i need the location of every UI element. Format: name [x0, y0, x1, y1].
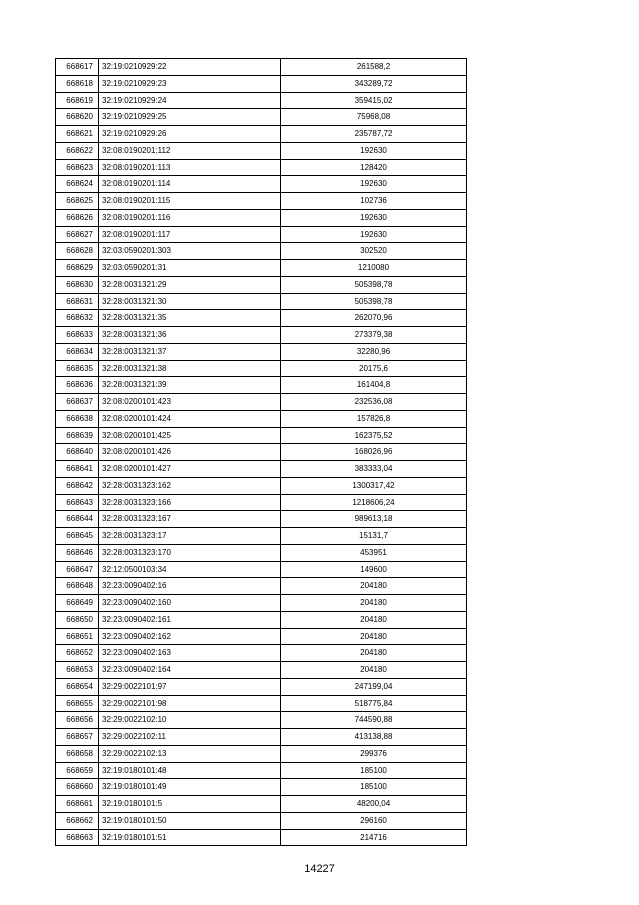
- cadastral-number-cell: 32:08:0200101:427: [99, 461, 281, 478]
- cadastral-number-cell: 32:19:0210929:24: [99, 92, 281, 109]
- table-row: [56, 628, 467, 645]
- cadastral-number-cell: 32:08:0200101:423: [99, 394, 281, 411]
- table-row: [56, 159, 467, 176]
- cadastral-value-cell: 232536,08: [281, 394, 467, 411]
- table-row: [56, 209, 467, 226]
- cadastral-number-cell: 32:28:0031321:37: [99, 343, 281, 360]
- cadastral-number-cell: 32:28:0031321:36: [99, 327, 281, 344]
- cadastral-value-cell: 15131,7: [281, 528, 467, 545]
- cadastral-value-cell: 204180: [281, 611, 467, 628]
- table-body: [56, 59, 467, 846]
- cadastral-value-cell: 262070,96: [281, 310, 467, 327]
- record-id-cell: 668632: [56, 310, 99, 327]
- cadastral-number-cell: 32:23:0090402:16: [99, 578, 281, 595]
- cadastral-value-cell: 192630: [281, 226, 467, 243]
- table-row: [56, 276, 467, 293]
- table-row: [56, 427, 467, 444]
- table-row: [56, 126, 467, 143]
- record-id-cell: 668620: [56, 109, 99, 126]
- cadastral-value-cell: 518775,84: [281, 695, 467, 712]
- record-id-cell: 668646: [56, 544, 99, 561]
- cadastral-value-cell: 162375,52: [281, 427, 467, 444]
- cadastral-number-cell: 32:08:0190201:115: [99, 193, 281, 210]
- record-id-cell: 668642: [56, 477, 99, 494]
- table-row: [56, 394, 467, 411]
- cadastral-value-cell: 413138,88: [281, 729, 467, 746]
- cadastral-value-cell: 989613,18: [281, 511, 467, 528]
- record-id-cell: 668623: [56, 159, 99, 176]
- table-row: [56, 779, 467, 796]
- record-id-cell: 668660: [56, 779, 99, 796]
- cadastral-value-cell: 299376: [281, 745, 467, 762]
- table-row: [56, 109, 467, 126]
- record-id-cell: 668618: [56, 75, 99, 92]
- record-id-cell: 668619: [56, 92, 99, 109]
- cadastral-value-cell: 128420: [281, 159, 467, 176]
- cadastral-value-cell: 359415,02: [281, 92, 467, 109]
- cadastral-number-cell: 32:28:0031323:166: [99, 494, 281, 511]
- cadastral-number-cell: 32:28:0031321:35: [99, 310, 281, 327]
- record-id-cell: 668656: [56, 712, 99, 729]
- record-id-cell: 668659: [56, 762, 99, 779]
- table-row: [56, 544, 467, 561]
- record-id-cell: 668651: [56, 628, 99, 645]
- table-row: [56, 243, 467, 260]
- cadastral-number-cell: 32:23:0090402:161: [99, 611, 281, 628]
- table-row: [56, 327, 467, 344]
- cadastral-value-cell: 744590,88: [281, 712, 467, 729]
- table-row: [56, 310, 467, 327]
- cadastral-value-cell: 149600: [281, 561, 467, 578]
- cadastral-number-cell: 32:29:0022102:11: [99, 729, 281, 746]
- cadastral-number-cell: 32:03:0590201:303: [99, 243, 281, 260]
- cadastral-number-cell: 32:19:0210929:22: [99, 59, 281, 76]
- cadastral-value-cell: 20175,6: [281, 360, 467, 377]
- cadastral-number-cell: 32:19:0210929:23: [99, 75, 281, 92]
- table-row: [56, 796, 467, 813]
- cadastral-number-cell: 32:28:0031321:29: [99, 276, 281, 293]
- cadastral-number-cell: 32:28:0031321:30: [99, 293, 281, 310]
- cadastral-value-cell: 204180: [281, 662, 467, 679]
- cadastral-value-cell: 302520: [281, 243, 467, 260]
- table-row: [56, 377, 467, 394]
- table-row: [56, 410, 467, 427]
- table-row: [56, 260, 467, 277]
- table-row: [56, 193, 467, 210]
- record-id-cell: 668627: [56, 226, 99, 243]
- cadastral-value-cell: 204180: [281, 628, 467, 645]
- cadastral-value-table: [55, 58, 467, 846]
- record-id-cell: 668662: [56, 812, 99, 829]
- cadastral-value-cell: 185100: [281, 779, 467, 796]
- record-id-cell: 668645: [56, 528, 99, 545]
- table-row: [56, 461, 467, 478]
- record-id-cell: 668636: [56, 377, 99, 394]
- cadastral-value-cell: 185100: [281, 762, 467, 779]
- cadastral-number-cell: 32:28:0031321:38: [99, 360, 281, 377]
- cadastral-number-cell: 32:28:0031323:162: [99, 477, 281, 494]
- cadastral-number-cell: 32:29:0022102:13: [99, 745, 281, 762]
- table-row: [56, 745, 467, 762]
- table-row: [56, 812, 467, 829]
- cadastral-number-cell: 32:19:0210929:25: [99, 109, 281, 126]
- table-row: [56, 75, 467, 92]
- record-id-cell: 668647: [56, 561, 99, 578]
- cadastral-number-cell: 32:23:0090402:160: [99, 595, 281, 612]
- cadastral-value-cell: 192630: [281, 176, 467, 193]
- cadastral-value-cell: 204180: [281, 578, 467, 595]
- record-id-cell: 668629: [56, 260, 99, 277]
- cadastral-number-cell: 32:08:0200101:426: [99, 444, 281, 461]
- cadastral-value-cell: 296160: [281, 812, 467, 829]
- table-row: [56, 360, 467, 377]
- cadastral-value-cell: 261588,2: [281, 59, 467, 76]
- cadastral-number-cell: 32:29:0022101:98: [99, 695, 281, 712]
- record-id-cell: 668641: [56, 461, 99, 478]
- record-id-cell: 668631: [56, 293, 99, 310]
- cadastral-value-cell: 204180: [281, 645, 467, 662]
- record-id-cell: 668663: [56, 829, 99, 846]
- record-id-cell: 668633: [56, 327, 99, 344]
- table-row: [56, 712, 467, 729]
- cadastral-number-cell: 32:28:0031323:170: [99, 544, 281, 561]
- cadastral-number-cell: 32:08:0190201:117: [99, 226, 281, 243]
- cadastral-number-cell: 32:23:0090402:163: [99, 645, 281, 662]
- table-row: [56, 343, 467, 360]
- cadastral-value-cell: 214716: [281, 829, 467, 846]
- record-id-cell: 668634: [56, 343, 99, 360]
- record-id-cell: 668652: [56, 645, 99, 662]
- table-row: [56, 561, 467, 578]
- record-id-cell: 668640: [56, 444, 99, 461]
- record-id-cell: 668621: [56, 126, 99, 143]
- table-row: [56, 176, 467, 193]
- table-row: [56, 511, 467, 528]
- cadastral-value-cell: 75968,08: [281, 109, 467, 126]
- cadastral-value-cell: 1210080: [281, 260, 467, 277]
- record-id-cell: 668658: [56, 745, 99, 762]
- cadastral-value-cell: 157826,8: [281, 410, 467, 427]
- record-id-cell: 668655: [56, 695, 99, 712]
- cadastral-value-cell: 247199,04: [281, 678, 467, 695]
- cadastral-value-cell: 505398,78: [281, 293, 467, 310]
- cadastral-value-cell: 161404,8: [281, 377, 467, 394]
- table-row: [56, 226, 467, 243]
- cadastral-number-cell: 32:19:0180101:48: [99, 762, 281, 779]
- table-row: [56, 595, 467, 612]
- table-row: [56, 829, 467, 846]
- cadastral-value-cell: 343289,72: [281, 75, 467, 92]
- table-row: [56, 142, 467, 159]
- cadastral-number-cell: 32:28:0031323:167: [99, 511, 281, 528]
- cadastral-value-cell: 32280,96: [281, 343, 467, 360]
- page-number: 14227: [304, 863, 335, 875]
- cadastral-number-cell: 32:23:0090402:164: [99, 662, 281, 679]
- table-row: [56, 477, 467, 494]
- record-id-cell: 668622: [56, 142, 99, 159]
- record-id-cell: 668653: [56, 662, 99, 679]
- record-id-cell: 668661: [56, 796, 99, 813]
- cadastral-number-cell: 32:23:0090402:162: [99, 628, 281, 645]
- cadastral-number-cell: 32:19:0180101:5: [99, 796, 281, 813]
- cadastral-value-cell: 1218606,24: [281, 494, 467, 511]
- table-row: [56, 59, 467, 76]
- record-id-cell: 668637: [56, 394, 99, 411]
- record-id-cell: 668657: [56, 729, 99, 746]
- record-id-cell: 668626: [56, 209, 99, 226]
- table-row: [56, 611, 467, 628]
- cadastral-value-cell: 273379,38: [281, 327, 467, 344]
- cadastral-number-cell: 32:08:0190201:112: [99, 142, 281, 159]
- cadastral-value-cell: 102736: [281, 193, 467, 210]
- table-row: [56, 662, 467, 679]
- cadastral-number-cell: 32:03:0590201:31: [99, 260, 281, 277]
- cadastral-value-cell: 192630: [281, 209, 467, 226]
- cadastral-number-cell: 32:08:0190201:116: [99, 209, 281, 226]
- record-id-cell: 668648: [56, 578, 99, 595]
- table-row: [56, 729, 467, 746]
- record-id-cell: 668638: [56, 410, 99, 427]
- record-id-cell: 668628: [56, 243, 99, 260]
- cadastral-value-cell: 505398,78: [281, 276, 467, 293]
- table-row: [56, 578, 467, 595]
- table-row: [56, 494, 467, 511]
- cadastral-value-cell: 48200,04: [281, 796, 467, 813]
- cadastral-number-cell: 32:29:0022102:10: [99, 712, 281, 729]
- record-id-cell: 668617: [56, 59, 99, 76]
- record-id-cell: 668630: [56, 276, 99, 293]
- record-id-cell: 668650: [56, 611, 99, 628]
- cadastral-number-cell: 32:08:0200101:424: [99, 410, 281, 427]
- cadastral-value-cell: 453951: [281, 544, 467, 561]
- cadastral-value-cell: 168026,96: [281, 444, 467, 461]
- record-id-cell: 668649: [56, 595, 99, 612]
- record-id-cell: 668644: [56, 511, 99, 528]
- record-id-cell: 668625: [56, 193, 99, 210]
- table-row: [56, 645, 467, 662]
- cadastral-number-cell: 32:12:0500103:34: [99, 561, 281, 578]
- cadastral-number-cell: 32:29:0022101:97: [99, 678, 281, 695]
- table-row: [56, 695, 467, 712]
- record-id-cell: 668635: [56, 360, 99, 377]
- record-id-cell: 668654: [56, 678, 99, 695]
- record-id-cell: 668624: [56, 176, 99, 193]
- cadastral-number-cell: 32:19:0180101:49: [99, 779, 281, 796]
- table-row: [56, 528, 467, 545]
- cadastral-value-cell: 192630: [281, 142, 467, 159]
- cadastral-number-cell: 32:28:0031323:17: [99, 528, 281, 545]
- cadastral-number-cell: 32:19:0210929:26: [99, 126, 281, 143]
- table-row: [56, 293, 467, 310]
- cadastral-number-cell: 32:28:0031321:39: [99, 377, 281, 394]
- table-row: [56, 762, 467, 779]
- cadastral-number-cell: 32:19:0180101:50: [99, 812, 281, 829]
- record-id-cell: 668643: [56, 494, 99, 511]
- cadastral-value-cell: 204180: [281, 595, 467, 612]
- record-id-cell: 668639: [56, 427, 99, 444]
- cadastral-value-cell: 383333,04: [281, 461, 467, 478]
- cadastral-value-cell: 235787,72: [281, 126, 467, 143]
- cadastral-number-cell: 32:08:0200101:425: [99, 427, 281, 444]
- cadastral-number-cell: 32:08:0190201:113: [99, 159, 281, 176]
- cadastral-value-cell: 1300317,42: [281, 477, 467, 494]
- table-row: [56, 678, 467, 695]
- cadastral-number-cell: 32:19:0180101:51: [99, 829, 281, 846]
- table-row: [56, 444, 467, 461]
- table-row: [56, 92, 467, 109]
- cadastral-number-cell: 32:08:0190201:114: [99, 176, 281, 193]
